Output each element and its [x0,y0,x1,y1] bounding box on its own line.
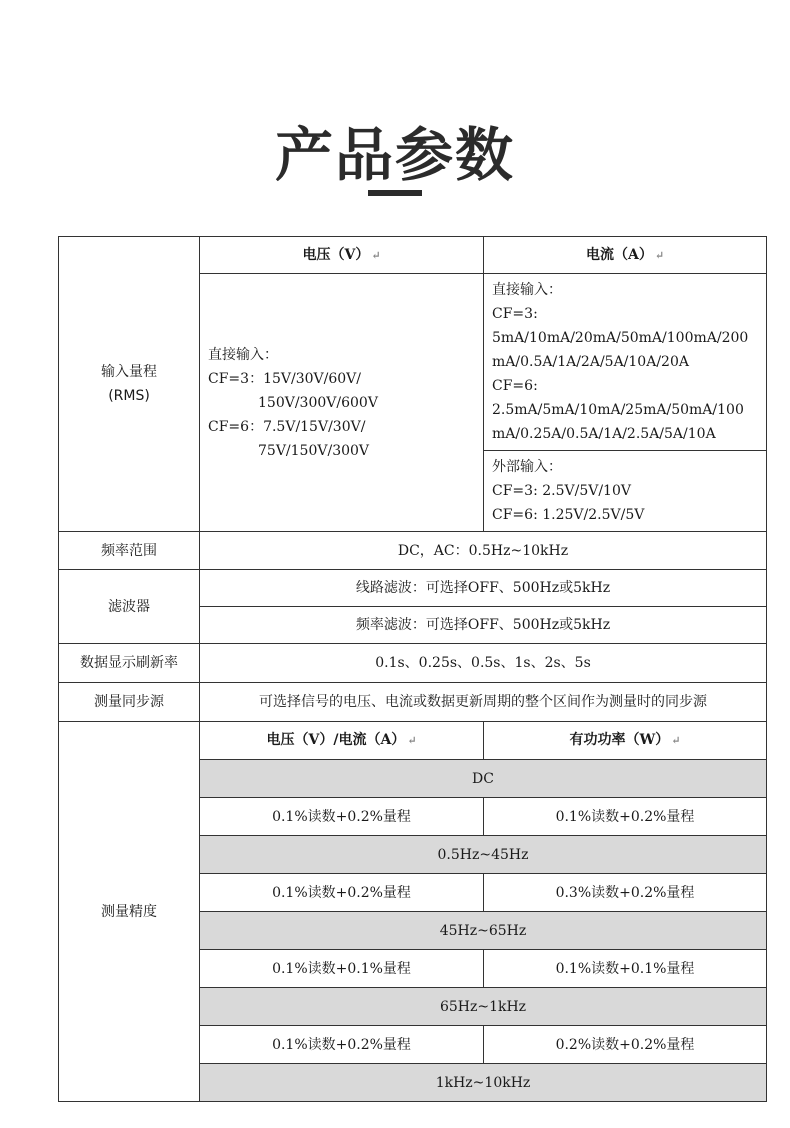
freq-filter-value: 频率滤波：可选择OFF、500Hz或5kHz [200,607,767,644]
freq-range-label: 频率范围 [59,532,200,570]
voltage-line: 150V/300V/600V [258,394,378,411]
current-line: mA/0.25A/0.5A/1A/2.5A/5A/10A [492,426,716,442]
table-row [59,532,767,570]
table-row [59,570,767,607]
refresh-value: 0.1s、0.25s、0.5s、1s、2s、5s [200,644,767,683]
voltage-range-cell [200,274,484,532]
accuracy-w-value: 0.3%读数+0.2%量程 [484,874,767,912]
accuracy-vi-value: 0.1%读数+0.2%量程 [200,798,484,836]
table-row [59,644,767,683]
current-line: CF=3: [492,306,538,322]
table-row [59,722,767,760]
current-line: CF=6: [492,378,538,394]
current-line: 5mA/10mA/20mA/50mA/100mA/200 [492,330,749,346]
accuracy-w-value: 0.1%读数+0.2%量程 [484,798,767,836]
input-range-label: 输入量程 [101,364,157,380]
current-external-line: CF=6: 1.25V/2.5V/5V [492,507,645,523]
accuracy-label: 测量精度 [59,722,200,1102]
current-header: 电流（A） ↵ [484,237,767,274]
input-range-label-rms: (RMS) [108,388,150,404]
voltage-line: CF=6：7.5V/15V/30V/ [208,418,366,435]
page-title: 产品参数 [274,121,515,189]
accuracy-vi-value: 0.1%读数+0.2%量程 [200,874,484,912]
accuracy-col-w: 有功功率（W） ↵ [484,722,767,760]
current-external-cell [484,451,767,532]
spec-table [58,236,767,1102]
accuracy-w-value: 0.2%读数+0.2%量程 [484,1026,767,1064]
current-line: 2.5mA/5mA/10mA/25mA/50mA/100 [492,402,744,418]
line-filter-value: 线路滤波：可选择OFF、500Hz或5kHz [200,570,767,607]
voltage-line: 直接输入： [208,346,278,363]
filter-label: 滤波器 [59,570,200,644]
accuracy-vi-value: 0.1%读数+0.1%量程 [200,950,484,988]
accuracy-vi-value: 0.1%读数+0.2%量程 [200,1026,484,1064]
band-range: 45Hz~65Hz [200,912,767,950]
title-underline [368,190,422,196]
voltage-line: CF=3：15V/30V/60V/ [208,370,361,387]
current-external-line: CF=3: 2.5V/5V/10V [492,483,631,499]
sync-value: 可选择信号的电压、电流或数据更新周期的整个区间作为测量时的同步源 [200,683,767,722]
band-range: 1kHz~10kHz [200,1064,767,1102]
current-external-line: 外部输入： [492,459,562,475]
voltage-header: 电压（V） ↵ [200,237,484,274]
refresh-label: 数据显示刷新率 [59,644,200,683]
band-range: DC [200,760,767,798]
band-range: 65Hz~1kHz [200,988,767,1026]
voltage-line: 75V/150V/300V [258,442,370,459]
input-range-label-cell [59,237,200,532]
accuracy-w-value: 0.1%读数+0.1%量程 [484,950,767,988]
band-range: 0.5Hz~45Hz [200,836,767,874]
sync-label: 测量同步源 [59,683,200,722]
table-row [59,683,767,722]
freq-range-value: DC，AC：0.5Hz~10kHz [200,532,767,570]
current-direct-cell [484,274,767,451]
current-line: mA/0.5A/1A/2A/5A/10A/20A [492,354,689,370]
accuracy-col-vi: 电压（V）/电流（A） ↵ [200,722,484,760]
table-row [59,237,767,274]
current-line: 直接输入： [492,282,562,298]
